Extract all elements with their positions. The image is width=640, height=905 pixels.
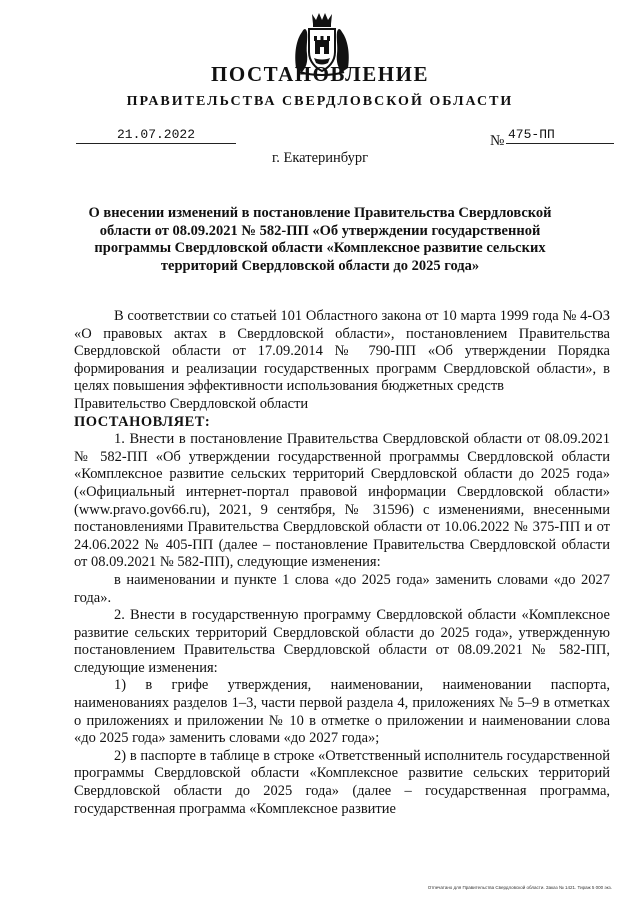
city: г. Екатеринбург: [271, 150, 369, 166]
paragraph-item-1-sub: в наименовании и пункте 1 слова «до 2025 года» заменить словами «до 2027 года».: [74, 571, 610, 606]
paragraph-item-2-1: 1) в грифе утверждения, наименовании, наименовании паспорта, наименованиях разделов 1–3, части первой раздела 4, приложениях № 5–9 в отметках о приложениях и приложении № 10 в отметке о приложении и наименовании слова «до 2025 года» заменить словами «до 2027 года»;: [74, 677, 610, 747]
paragraph-item-2-2: 2) в паспорте в таблице в строке «Ответственный исполнитель государственной программы Свердловской области «Комплексное развитие сельских территорий Свердловской области до 2025 года» (далее – государственная программа, государственная программа «Комплексное развитие: [74, 747, 610, 817]
paragraph-preamble: В соответствии со статьей 101 Областного закона от 10 марта 1999 года № 4-ОЗ «О правовых актах в Свердловской области», постановлением Правительства Свердловской области от 17.09.2014 № 790-ПП «Об утверждении Порядка формирования и реализации государственных программ Свердловской области», в целях повышения эффективности использования бюджетных средств: [74, 308, 610, 395]
paragraph-item-2: 2. Внести в государственную программу Свердловской области «Комплексное развитие сельских территорий Свердловской области до 2025 года», утвержденную постановлением Правительства Свердловской области от 08.09.2021 № 582-ПП, следующие изменения:: [74, 607, 610, 676]
document-number: 475-ПП: [506, 127, 614, 144]
document-heading: О внесении изменений в постановление Правительства Свердловской области от 08.09.2021 № 582-ПП «Об утверждении государственной программы Свердловской области «Комплексное развитие сельских территорий Свердловской области до 2025 года»: [88, 205, 552, 274]
number-label: №: [490, 133, 505, 149]
document-date: 21.07.2022: [76, 127, 236, 144]
print-footer-note: Отпечатано для Правительства Свердловской области. Заказ № 1421. Тираж 5 000 экз.: [427, 885, 612, 890]
document-body: [74, 308, 610, 818]
paragraph-government: Правительство Свердловской области: [74, 395, 309, 412]
document-subtitle: ПРАВИТЕЛЬСТВА СВЕРДЛОВСКОЙ ОБЛАСТИ: [126, 94, 514, 109]
paragraph-item-1: 1. Внести в постановление Правительства Свердловской области от 08.09.2021 № 582-ПП «Об утверждении государственной программы Свердловской области «Комплексное развитие сельских территорий Свердловской области до 2025 года» («Официальный интернет-портал правовой информации Свердловской области» (www.pravo.gov66.ru), 2021, 9 сентября, № 31596) с изменениями, внесенными постановлениями Правительства Свердловской области от 10.06.2022 № 375-ПП и от 24.06.2022 № 405-ПП (далее – постановление Правительства Свердловской области от 08.09.2021 № 582-ПП), следующие изменения:: [74, 431, 610, 571]
paragraph-decree-word: ПОСТАНОВЛЯЕТ:: [74, 413, 211, 430]
document-title: ПОСТАНОВЛЕНИЕ: [211, 62, 429, 86]
